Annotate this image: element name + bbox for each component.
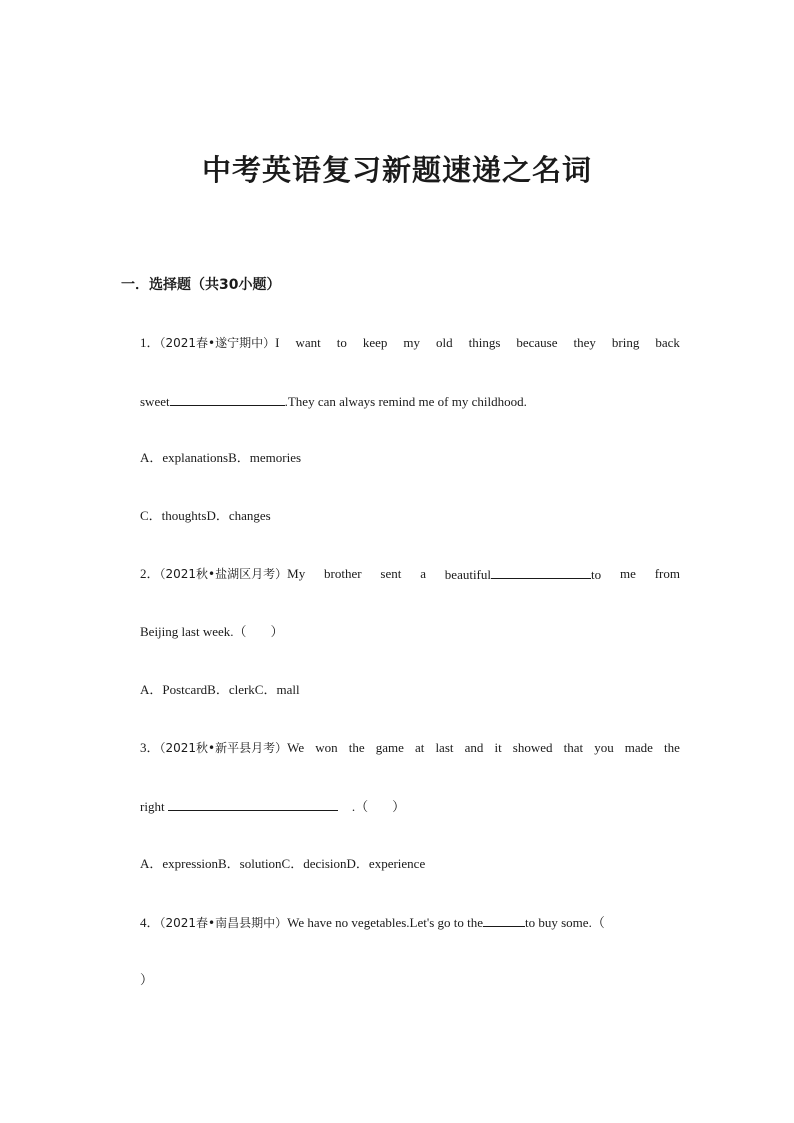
q2-text: Beijing last week.（ bbox=[140, 624, 247, 639]
q2-source: （2021秋•盐湖区月考） bbox=[159, 567, 288, 581]
q3-word: that bbox=[563, 740, 584, 755]
q3-word: last bbox=[435, 740, 454, 755]
q3-word: showed bbox=[512, 740, 553, 755]
question-4-line-1 bbox=[140, 913, 680, 932]
q2-word: My bbox=[287, 566, 306, 581]
q4-source: （2021春•南昌县期中） bbox=[159, 916, 288, 930]
question-1-option-line: C．thoughtsD．changes bbox=[140, 508, 271, 523]
question-1-line-2 bbox=[140, 392, 680, 411]
q4-text: to buy some.（ bbox=[525, 915, 605, 930]
answer-blank[interactable] bbox=[168, 797, 338, 811]
q1-word: I bbox=[275, 335, 280, 350]
question-1-line-1 bbox=[140, 334, 680, 352]
q2-prefix bbox=[140, 565, 305, 584]
q1-word: they bbox=[573, 335, 596, 350]
q2-text: ） bbox=[270, 624, 284, 639]
q1-word: old bbox=[435, 335, 453, 350]
q2-word: brother bbox=[324, 566, 362, 581]
q3-word: at bbox=[414, 740, 425, 755]
q1-text: .They can always remind me of my childhood. bbox=[284, 394, 527, 409]
q3-text: ） bbox=[392, 799, 406, 814]
q3-word: the bbox=[348, 740, 365, 755]
q1-source: （2021春•遂宁期中） bbox=[159, 336, 276, 350]
question-1-option-line: A．explanationsB．memories bbox=[140, 450, 302, 465]
q1-word: bring bbox=[611, 335, 640, 350]
q1-word: want bbox=[295, 335, 321, 350]
question-2-line-2 bbox=[140, 623, 680, 641]
answer-blank[interactable] bbox=[170, 392, 285, 406]
q4-text: We have no vegetables.Let's go to the bbox=[287, 915, 484, 930]
question-2-option-line: A．PostcardB．clerkC．mall bbox=[140, 682, 300, 697]
q3-text: .（ bbox=[351, 799, 369, 814]
q1-word: back bbox=[655, 335, 680, 350]
q3-word: made bbox=[624, 740, 653, 755]
q2-number: 2． bbox=[140, 566, 160, 581]
page-title: 中考英语复习新题速递之名词 bbox=[201, 153, 592, 187]
question-2-line-1 bbox=[140, 565, 680, 584]
q3-word: it bbox=[494, 740, 502, 755]
q3-prefix bbox=[140, 739, 304, 757]
q2-word: a bbox=[420, 566, 426, 581]
q3-word: We bbox=[287, 740, 305, 755]
question-3-line-2 bbox=[140, 797, 680, 816]
section-heading: 一．选择题（共30小题） bbox=[121, 277, 281, 293]
q1-word: to bbox=[336, 335, 347, 350]
q2-word: from bbox=[654, 566, 680, 581]
q1-word: things bbox=[468, 335, 501, 350]
q1-number: 1． bbox=[140, 335, 160, 350]
q4-number: 4． bbox=[140, 915, 160, 930]
q2-word: me bbox=[619, 566, 636, 581]
q1-text: sweet bbox=[140, 394, 170, 409]
q2-word: beautiful bbox=[444, 567, 492, 582]
q1-word: my bbox=[403, 335, 420, 350]
q2-blank-group bbox=[445, 565, 601, 584]
answer-blank[interactable] bbox=[491, 565, 591, 579]
q3-word: won bbox=[315, 740, 338, 755]
q1-prefix bbox=[140, 334, 279, 352]
q2-word: to bbox=[591, 567, 602, 582]
q3-word: the bbox=[664, 740, 680, 755]
q3-word: you bbox=[594, 740, 614, 755]
q2-word: sent bbox=[380, 566, 402, 581]
question-3-option-line: A．expressionB．solutionC．decisionD．experience bbox=[140, 856, 426, 871]
q1-word: keep bbox=[362, 335, 388, 350]
q3-source: （2021秋•新平县月考） bbox=[159, 741, 288, 755]
answer-blank[interactable] bbox=[483, 913, 525, 927]
q3-text: right bbox=[140, 799, 165, 814]
question-3-line-1 bbox=[140, 739, 680, 757]
q3-word: game bbox=[375, 740, 404, 755]
q1-word: because bbox=[516, 335, 558, 350]
q3-word: and bbox=[464, 740, 484, 755]
question-4-line-2: ） bbox=[140, 972, 154, 987]
q3-number: 3． bbox=[140, 740, 160, 755]
